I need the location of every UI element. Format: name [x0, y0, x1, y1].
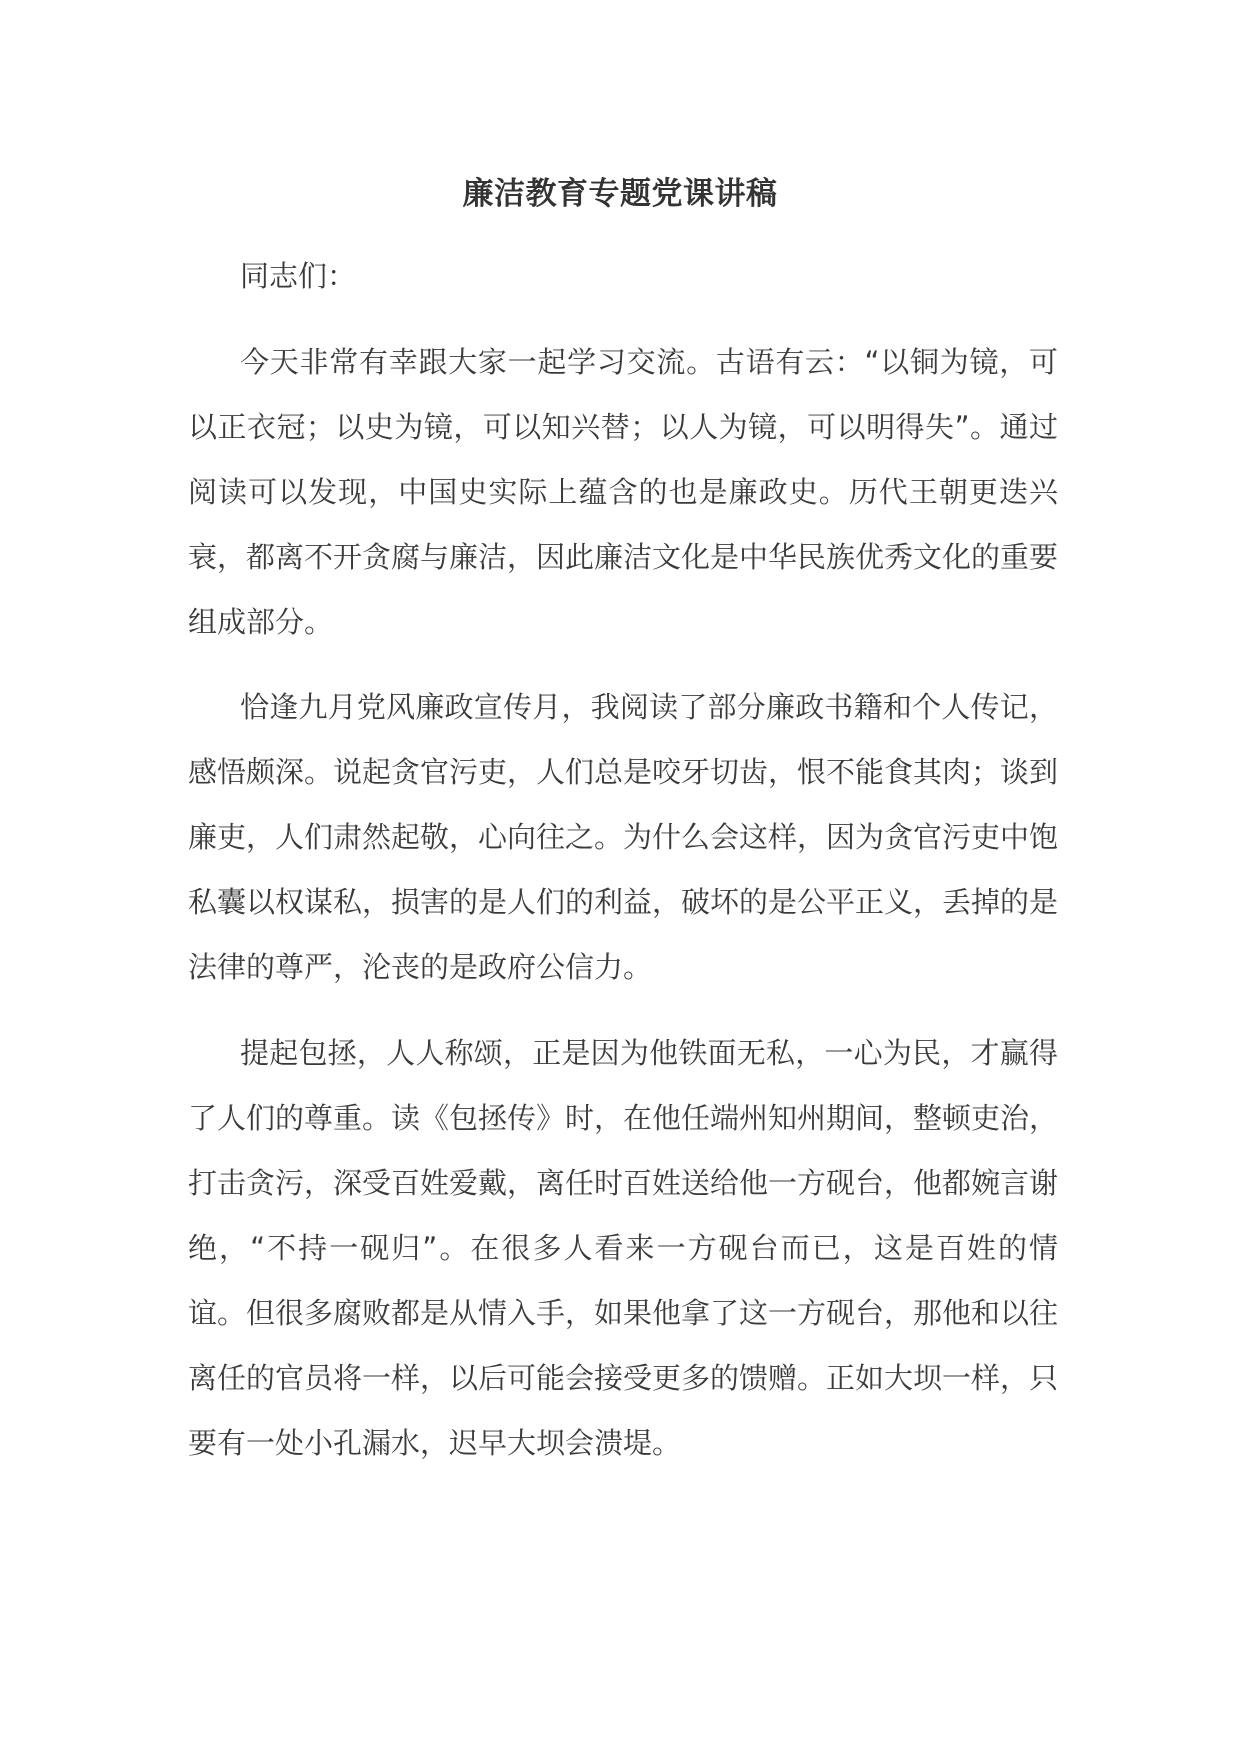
document-title: 廉洁教育专题党课讲稿 — [462, 176, 778, 212]
paragraph-3: 提起包拯，人人称颂，正是因为他铁面无私，一心为民，才赢得了人们的尊重。读《包拯传》时，在他任端州知州期间，整顿吏治，打击贪污，深受百姓爱戴，离任时百姓送给他一方砚台，他都婉言谢绝，“不持一砚归”。在很多人看来一方砚台而已，这是百姓的情谊。但很多腐败都是从情入手，如果他拿了这一方砚台，那他和以往离任的官员将一样，以后可能会接受更多的馈赠。正如大坝一样，只要有一处小孔漏水，迟早大坝会溃堤。 — [188, 1036, 1059, 1460]
paragraph-1: 今天非常有幸跟大家一起学习交流。古语有云：“以铜为镜，可以正衣冠；以史为镜，可以知兴替；以人为镜，可以明得失”。通过阅读可以发现，中国史实际上蕴含的也是廉政史。历代王朝更迭兴衰，都离不开贪腐与廉洁，因此廉洁文化是中华民族优秀文化的重要组成部分。 — [188, 345, 1059, 639]
paragraph-2: 恰逢九月党风廉政宣传月，我阅读了部分廉政书籍和个人传记，感悟颇深。说起贪官污吏，人们总是咬牙切齿，恨不能食其肉；谈到廉吏，人们肃然起敬，心向往之。为什么会这样，因为贪官污吏中饱私囊以权谋私，损害的是人们的利益，破坏的是公平正义，丢掉的是法律的尊严，沦丧的是政府公信力。 — [188, 690, 1059, 984]
salutation: 同志们： — [240, 259, 357, 293]
